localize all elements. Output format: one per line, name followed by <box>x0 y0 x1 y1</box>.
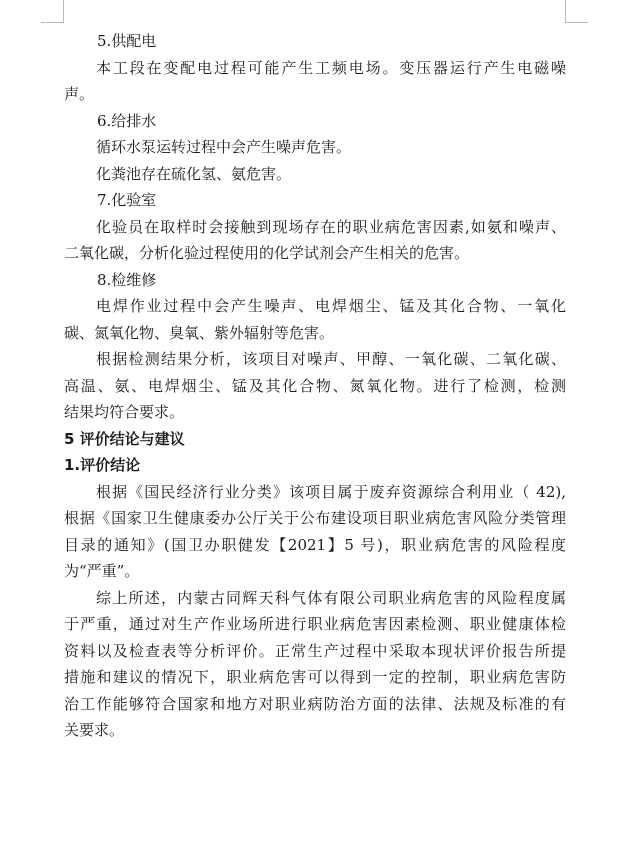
paragraph-line: 化粪池存在硫化氢、氨危害。 <box>96 164 292 183</box>
document-body <box>64 28 566 744</box>
paragraph-line: 化验员在取样时会接触到现场存在的职业病危害因素,如氨和噪声、 <box>96 217 566 236</box>
paragraph-line: 二氧化碳，分析化验过程使用的化学试剂会产生相关的危害。 <box>64 244 470 262</box>
paragraph-line: 结果均符合要求。 <box>64 403 185 421</box>
paragraph-line: 根据检测结果分析，该项目对噪声、甲醇、一氧化碳、二氧化碳、 <box>96 350 566 368</box>
section-heading: 6.给排水 <box>97 111 157 130</box>
paragraph-line: 声。 <box>64 85 95 103</box>
chapter-title: 5 评价结论与建议 <box>64 429 185 448</box>
section-heading: 8.检维修 <box>97 270 157 289</box>
crop-mark-top-left-vertical <box>63 0 64 22</box>
paragraph-line: 本工段在变配电过程可能产生工频电场。变压器运行产生电磁噪 <box>96 58 566 77</box>
paragraph-line: 综上所述，内蒙古同辉天科气体有限公司职业病危害的风险程度属 <box>96 588 566 607</box>
paragraph-line: 高温、氨、电焊烟尘、锰及其化合物、氮氧化物。进行了检测，检测 <box>64 376 566 395</box>
section-heading: 5.供配电 <box>97 32 157 50</box>
paragraph-line: 治工作能够符合国家和地方对职业病防治方面的法律、法规及标准的有 <box>64 694 566 713</box>
crop-mark-top-right-horizontal <box>565 22 588 23</box>
paragraph-line: 为“严重”。 <box>64 562 140 580</box>
subsection-title: 1.评价结论 <box>64 456 141 474</box>
crop-mark-top-left-horizontal <box>41 22 64 23</box>
crop-mark-top-right-vertical <box>565 0 566 22</box>
section-heading: 7.化验室 <box>97 191 157 209</box>
paragraph-line: 措施和建议的情况下，职业病危害可以得到一定的控制，职业病危害防 <box>64 668 566 686</box>
paragraph-line: 于严重，通过对生产作业场所进行职业病危害因素检测、职业健康体检 <box>64 615 566 633</box>
paragraph-line: 碳、氮氧化物、臭氧、紫外辐射等危害。 <box>64 323 335 342</box>
paragraph-line: 目录的通知》(国卫办职健发【2021】5 号)，职业病危害的风险程度 <box>64 535 566 554</box>
paragraph-line: 根据《国民经济行业分类》该项目属于废弃资源综合利用业（ 42), <box>96 482 566 501</box>
paragraph-line: 根据《国家卫生健康委办公厅关于公布建设项目职业病危害风险分类管理 <box>64 509 566 527</box>
paragraph-line: 电焊作业过程中会产生噪声、电焊烟尘、锰及其化合物、一氧化 <box>96 297 566 315</box>
paragraph-line: 循环水泵运转过程中会产生噪声危害。 <box>96 138 352 156</box>
paragraph-line: 资料以及检查表等分析评价。正常生产过程中采取本现状评价报告所提 <box>64 641 566 660</box>
paragraph-line: 关要求。 <box>64 721 125 739</box>
